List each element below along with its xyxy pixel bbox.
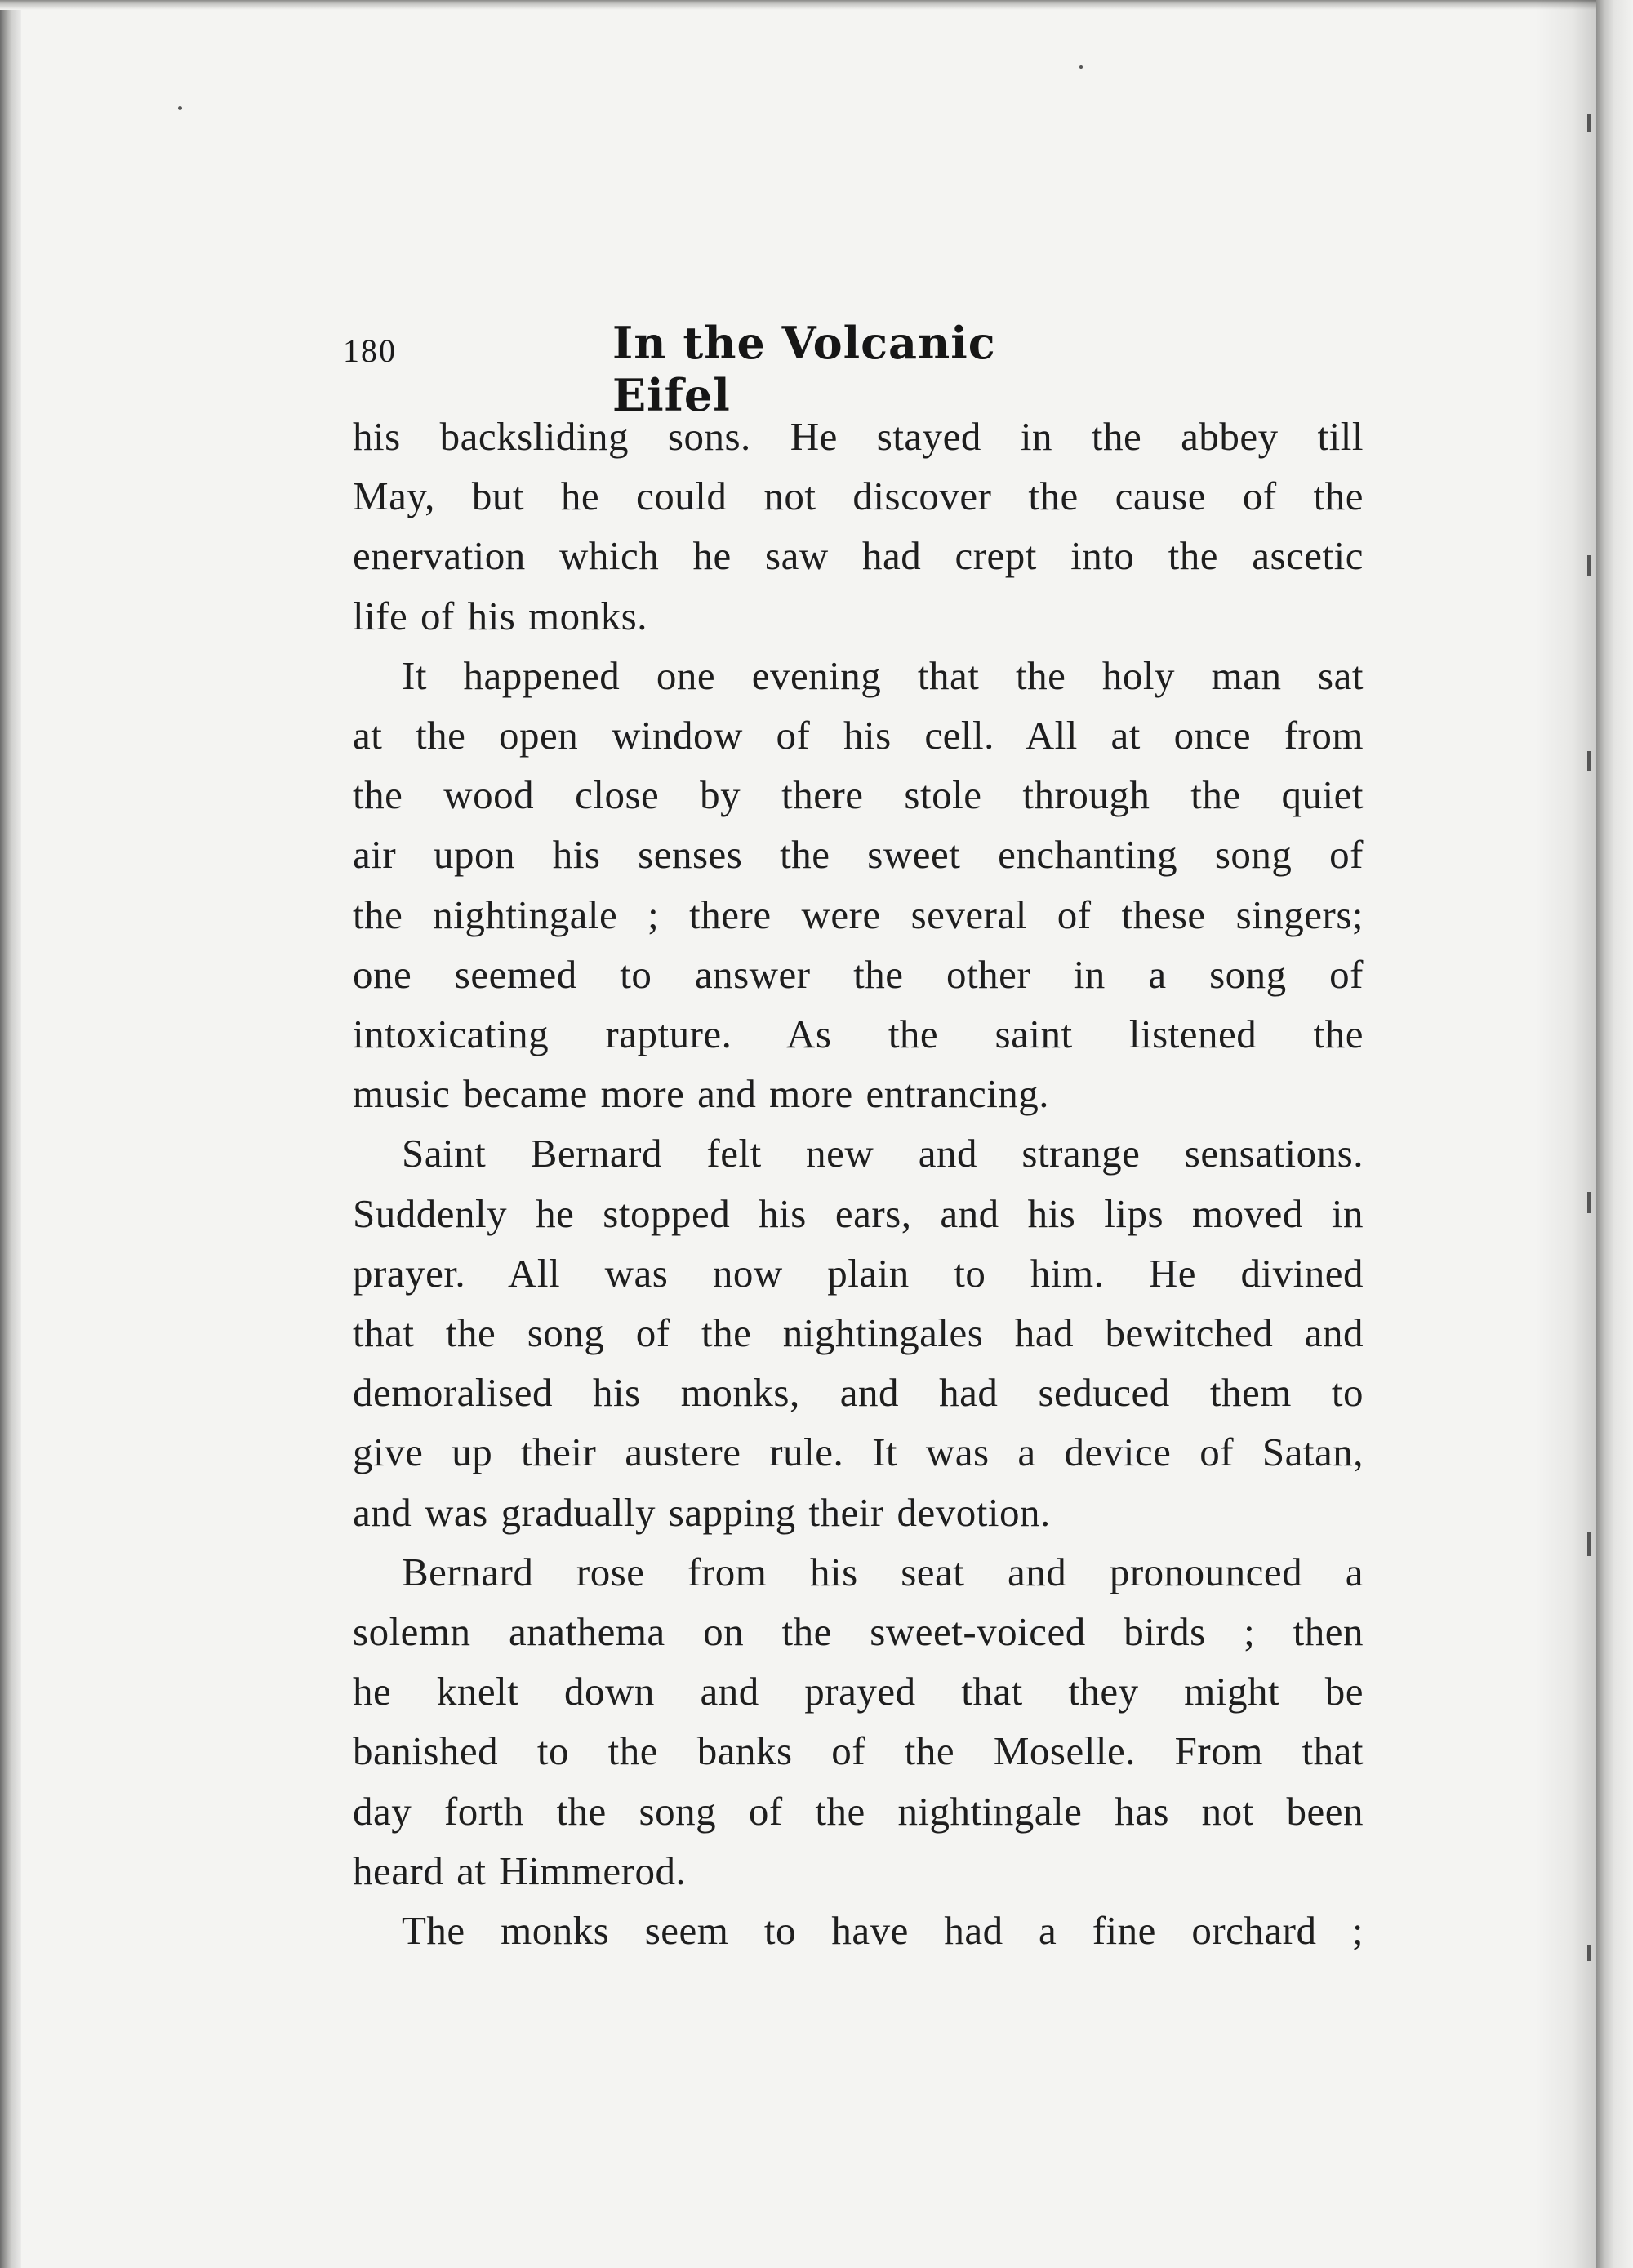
text-line: Suddenly he stopped his ears, and his lips moved in — [353, 1190, 1364, 1236]
binding-edge — [0, 0, 21, 2268]
text-line: and was gradually sapping their devotion. — [353, 1489, 1051, 1535]
edge-mark — [1587, 751, 1591, 771]
edge-mark — [1587, 1532, 1591, 1556]
dust-speck — [1079, 65, 1083, 69]
text-line: heard at Himmerod. — [353, 1848, 687, 1893]
text-line: give up their austere rule. It was a device of Satan, — [353, 1430, 1364, 1475]
edge-mark — [1587, 114, 1591, 132]
text-line: intoxicating rapture. As the saint listened the — [353, 1012, 1364, 1057]
top-page-edge — [0, 0, 1600, 10]
right-page-shadow — [1535, 0, 1596, 2268]
dust-speck — [178, 106, 182, 110]
text-line: he knelt down and prayed that they might be — [353, 1669, 1364, 1714]
text-line: enervation which he saw had crept into the ascetic — [353, 533, 1364, 579]
edge-mark — [1587, 555, 1591, 576]
text-line: music became more and more entrancing. — [353, 1071, 1050, 1117]
edge-mark — [1587, 1945, 1591, 1961]
text-line: prayer. All was now plain to him. He divined — [353, 1250, 1364, 1296]
text-line: demoralised his monks, and had seduced them to — [353, 1370, 1364, 1416]
right-page-edge — [1596, 0, 1633, 2268]
text-line: banished to the banks of the Moselle. From that — [353, 1728, 1364, 1774]
edge-mark — [1587, 1192, 1591, 1213]
text-line: at the open window of his cell. All at once from — [353, 713, 1364, 758]
text-line: It happened one evening that the holy man sat — [402, 652, 1364, 698]
text-line: the wood close by there stole through the quiet — [353, 772, 1364, 818]
text-line: the nightingale ; there were several of these singers; — [353, 892, 1364, 937]
text-line: Saint Bernard felt new and strange sensations. — [402, 1131, 1364, 1176]
text-line: The monks seem to have had a fine orchard ; — [402, 1908, 1364, 1954]
text-line: solemn anathema on the sweet-voiced birds ; then — [353, 1609, 1364, 1655]
running-head: In the Volcanic Eifel — [612, 317, 996, 421]
text-line: day forth the song of the nightingale has not been — [353, 1788, 1364, 1834]
page-number: 180 — [343, 332, 397, 369]
body-text — [353, 407, 1364, 1960]
text-line: air upon his senses the sweet enchanting song of — [353, 832, 1364, 878]
text-line: May, but he could not discover the cause of the — [353, 474, 1364, 519]
text-line: his backsliding sons. He stayed in the abbey till — [353, 414, 1364, 459]
text-line: life of his monks. — [353, 593, 647, 638]
text-line: that the song of the nightingales had bewitched and — [353, 1310, 1364, 1356]
text-line: one seemed to answer the other in a song of — [353, 951, 1364, 997]
text-line: Bernard rose from his seat and pronounced a — [402, 1549, 1364, 1594]
page-header — [343, 317, 1078, 421]
